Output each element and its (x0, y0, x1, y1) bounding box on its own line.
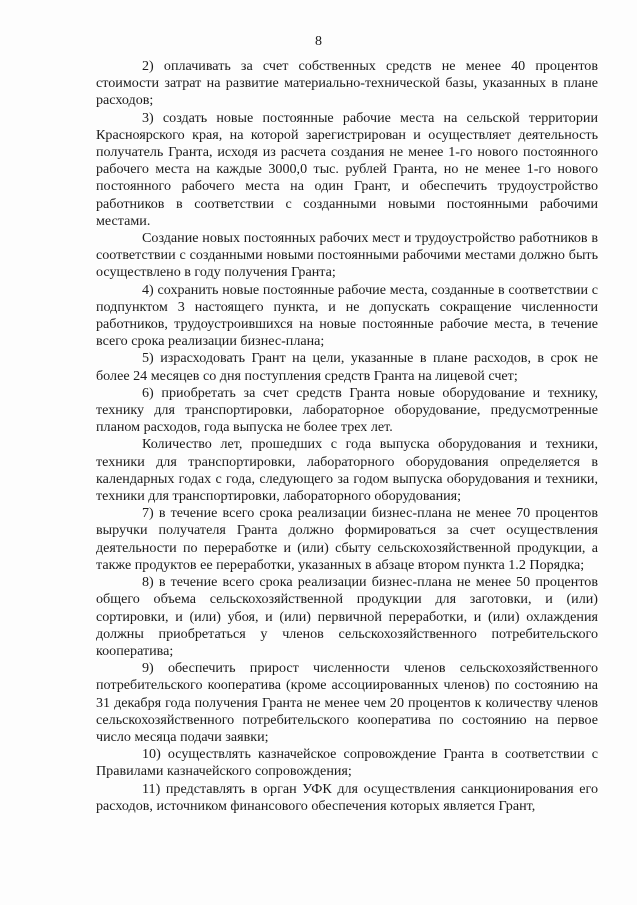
paragraph: 6) приобретать за счет средств Гранта новые оборудование и технику, технику для транспортировки, лабораторное оборудование, предусмотренные планом расходов, года выпуска не более трех лет. (96, 384, 598, 436)
paragraph: 4) сохранить новые постоянные рабочие места, созданные в соответствии с подпунктом 3 настоящего пункта, и не допускать сокращение численности работников, трудоустроившихся на новые постоянные рабочие места, в течение всего срока реализации бизнес-плана; (96, 281, 598, 350)
paragraph: 5) израсходовать Грант на цели, указанные в плане расходов, в срок не более 24 месяцев со дня поступления средств Гранта на лицевой счет; (96, 350, 598, 384)
page-number: 8 (315, 34, 322, 49)
document-body (96, 58, 598, 815)
paragraph: 10) осуществлять казначейское сопровождение Гранта в соответствии с Правилами казначейского сопровождения; (96, 746, 598, 780)
paragraph: 11) представлять в орган УФК для осуществления санкционирования его расходов, источником финансового обеспечения которых является Грант, (96, 780, 598, 814)
paragraph: 8) в течение всего срока реализации бизнес-плана не менее 50 процентов общего объема сельскохозяйственной продукции для заготовки, и (или) сортировки, и (или) убоя, и (или) первичной переработки, и (или) охлаждения должны приобретаться у членов сельскохозяйственного потребительского кооператива; (96, 574, 598, 659)
paragraph: Количество лет, прошедших с года выпуска оборудования и техники, техники для транспортировки, лабораторного оборудования определяется в календарных годах с года, следующего за годом выпуска оборудования и техники, техники для транспортировки, лабораторного оборудования; (96, 436, 598, 505)
paragraph: 3) создать новые постоянные рабочие места на сельской территории Красноярского края, на которой зарегистрирован и осуществляет деятельность получатель Гранта, исходя из расчета создания не менее 1-го нового постоянного рабочего места на каждые 3000,0 тыс. рублей Гранта, но не менее 1-го нового постоянного рабочего места на один Грант, и обеспечить трудоустройство работников в соответствии с созданными новыми постоянными рабочими местами. (96, 109, 598, 229)
paragraph: 9) обеспечить прирост численности членов сельскохозяйственного потребительского кооператива (кроме ассоциированных членов) по состоянию на 31 декабря года получения Гранта не менее чем 20 процентов к количеству членов сельскохозяйственного потребительского кооператива по состоянию на первое число месяца подачи заявки; (96, 660, 598, 745)
paragraph: Создание новых постоянных рабочих мест и трудоустройство работников в соответствии с созданными новыми постоянными рабочими местами должно быть осуществлено в году получения Гранта; (96, 230, 598, 281)
paragraph: 2) оплачивать за счет собственных средств не менее 40 процентов стоимости затрат на развитие материально-технической базы, указанных в плане расходов; (96, 58, 598, 109)
paragraph: 7) в течение всего срока реализации бизнес-плана не менее 70 процентов выручки получателя Гранта должно формироваться за счет осуществления деятельности по переработке и (или) сбыту сельскохозяйственной продукции, а также продуктов ее переработки, указанных в абзаце втором пункта 1.2 Порядка; (96, 505, 598, 573)
